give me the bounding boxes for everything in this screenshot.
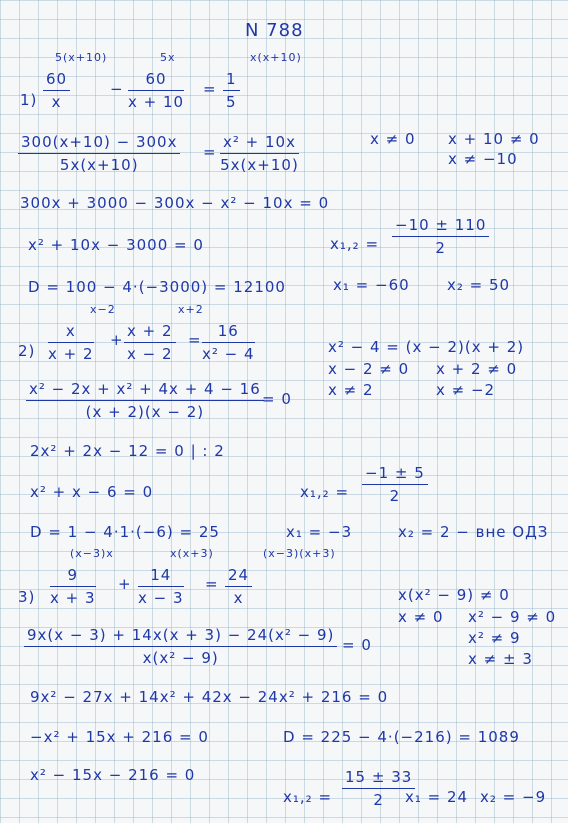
domain-condition: x + 2 ≠ 0 xyxy=(436,360,518,378)
domain-condition: x ≠ 0 xyxy=(398,608,444,626)
problem-number: 1) xyxy=(20,91,38,109)
fraction xyxy=(220,133,299,174)
multiplier-2: x+2 xyxy=(178,303,204,316)
operator: + xyxy=(118,575,132,593)
fraction xyxy=(202,322,255,363)
problem-number: 3) xyxy=(18,588,36,606)
equals-zero: = 0 xyxy=(262,390,292,408)
denominator: x² − 4 xyxy=(202,345,255,363)
domain-condition: x ≠ −10 xyxy=(448,150,518,168)
fraction xyxy=(124,322,176,363)
numerator: x + 2 xyxy=(124,322,176,343)
fraction xyxy=(225,566,252,607)
numerator: 24 xyxy=(225,566,252,587)
multiplier-2: x(x+3) xyxy=(170,547,214,560)
quadratic-equation: x² − 15x − 216 = 0 xyxy=(30,766,196,784)
operator: = xyxy=(203,80,217,98)
root-x1: x₁ = −60 xyxy=(333,276,410,294)
numerator: x xyxy=(48,322,94,343)
fraction xyxy=(18,133,180,174)
denominator: 5x(x+10) xyxy=(220,156,299,174)
operator: + xyxy=(110,331,124,349)
roots-label: x₁,₂ = xyxy=(300,483,350,501)
denominator: x xyxy=(233,589,244,607)
denominator: x + 2 xyxy=(48,345,94,363)
multiplier-3: x(x+10) xyxy=(250,51,302,64)
denominator: 5x(x+10) xyxy=(59,156,139,174)
roots-fraction xyxy=(362,464,428,505)
numerator: −10 ± 110 xyxy=(392,216,489,237)
discriminant: D = 1 − 4·1·(−6) = 25 xyxy=(30,523,220,541)
denominator: x + 10 xyxy=(128,93,185,111)
roots-label: x₁,₂ = xyxy=(283,788,333,806)
denominator: x − 3 xyxy=(138,589,184,607)
domain-condition: x ≠ ± 3 xyxy=(468,650,533,668)
denominator: 2 xyxy=(435,239,446,257)
denominator: 5 xyxy=(226,93,237,111)
fraction xyxy=(43,70,70,111)
operator: = xyxy=(205,575,219,593)
solution-step: 2x² + 2x − 12 = 0 | : 2 xyxy=(30,442,225,460)
fraction xyxy=(138,566,184,607)
fraction xyxy=(223,70,240,111)
denominator: x(x² − 9) xyxy=(142,649,219,667)
domain-condition: x(x² − 9) ≠ 0 xyxy=(398,586,510,604)
denominator: (x + 2)(x − 2) xyxy=(85,403,205,421)
numerator: 1 xyxy=(223,70,240,91)
numerator: x² + 10x xyxy=(220,133,299,154)
problem-number: 2) xyxy=(18,342,36,360)
numerator: 9 xyxy=(50,566,96,587)
domain-condition: x ≠ −2 xyxy=(436,381,496,399)
multiplier-1: x−2 xyxy=(90,303,116,316)
root-x2: x₂ = −9 xyxy=(480,788,547,806)
roots-fraction xyxy=(392,216,489,257)
numerator: 60 xyxy=(128,70,184,91)
operator: = xyxy=(188,331,202,349)
discriminant: D = 225 − 4·(−216) = 1089 xyxy=(283,728,520,746)
quadratic-equation: x² + 10x − 3000 = 0 xyxy=(28,236,204,254)
numerator: x² − 2x + x² + 4x + 4 − 16 xyxy=(26,380,264,401)
solution-step: 300x + 3000 − 300x − x² − 10x = 0 xyxy=(20,194,330,212)
domain-condition: x ≠ 2 xyxy=(328,381,374,399)
discriminant: D = 100 − 4·(−3000) = 12100 xyxy=(28,278,286,296)
domain-condition: x² − 9 ≠ 0 xyxy=(468,608,557,626)
root-x2: x₂ = 2 − вне ОДЗ xyxy=(398,523,549,541)
numerator: 14 xyxy=(138,566,184,587)
fraction xyxy=(48,322,94,363)
fraction xyxy=(128,70,184,111)
numerator: 60 xyxy=(43,70,70,91)
task-title: N 788 xyxy=(245,20,304,41)
fraction xyxy=(24,626,337,667)
domain-condition: x ≠ 0 xyxy=(370,130,416,148)
denominator: 2 xyxy=(373,791,384,809)
multiplier-1: 5(x+10) xyxy=(55,51,108,64)
quadratic-equation: x² + x − 6 = 0 xyxy=(30,483,154,501)
domain-condition: x + 10 ≠ 0 xyxy=(448,130,540,148)
multiplier-3: (x−3)(x+3) xyxy=(263,547,336,560)
denominator: x − 2 xyxy=(127,345,173,363)
equals-zero: = 0 xyxy=(342,636,372,654)
operator: − xyxy=(110,80,124,98)
fraction xyxy=(26,380,264,421)
quadratic-equation: −x² + 15x + 216 = 0 xyxy=(30,728,209,746)
solution-step: 9x² − 27x + 14x² + 42x − 24x² + 216 = 0 xyxy=(30,688,389,706)
denominator: 2 xyxy=(389,487,401,505)
multiplier-2: 5x xyxy=(160,51,176,64)
numerator: 16 xyxy=(202,322,255,343)
fraction xyxy=(50,566,96,607)
domain-condition: x² − 4 = (x − 2)(x + 2) xyxy=(328,338,525,356)
root-x1: x₁ = 24 xyxy=(405,788,469,806)
domain-condition: x² ≠ 9 xyxy=(468,629,521,647)
denominator: x xyxy=(51,93,62,111)
roots-label: x₁,₂ = xyxy=(330,235,380,253)
root-x1: x₁ = −3 xyxy=(286,523,353,541)
multiplier-1: (x−3)x xyxy=(70,547,114,560)
operator: = xyxy=(203,143,217,161)
root-x2: x₂ = 50 xyxy=(447,276,511,294)
numerator: 300(x+10) − 300x xyxy=(18,133,180,154)
numerator: −1 ± 5 xyxy=(362,464,428,485)
numerator: 9x(x − 3) + 14x(x + 3) − 24(x² − 9) xyxy=(24,626,337,647)
domain-condition: x − 2 ≠ 0 xyxy=(328,360,410,378)
denominator: x + 3 xyxy=(50,589,96,607)
numerator: 15 ± 33 xyxy=(342,768,415,789)
